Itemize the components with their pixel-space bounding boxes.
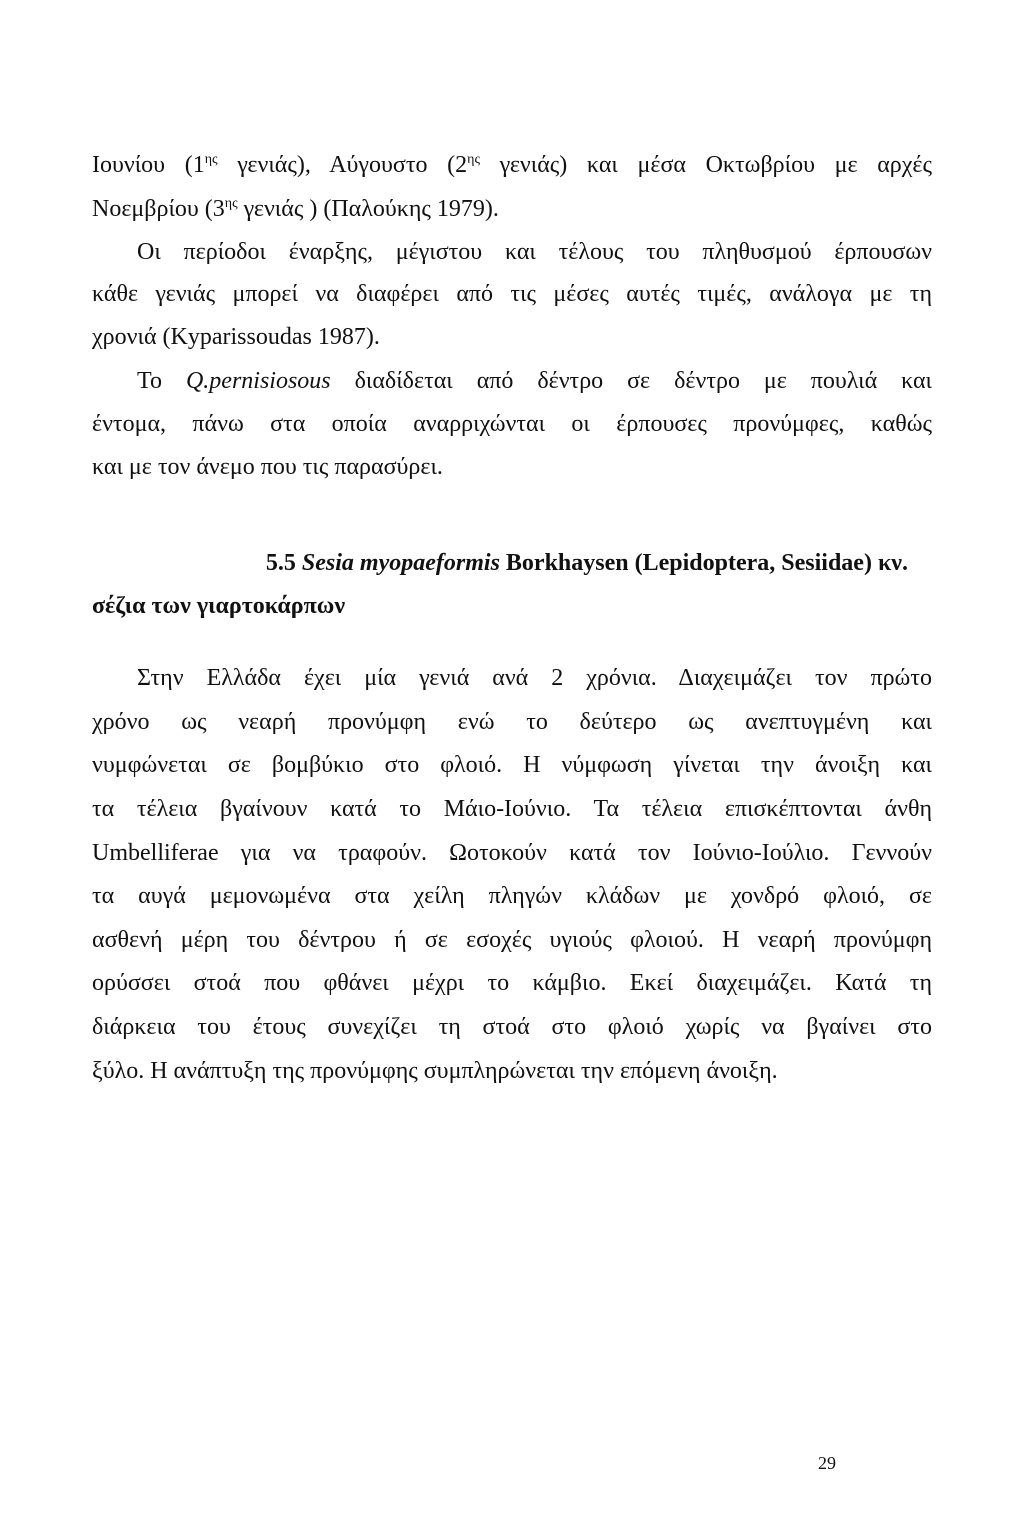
paragraph-line: τα αυγά μεμονωμένα στα χείλη πληγών κλάδων με χονδρό φλοιό, σε: [92, 883, 932, 909]
paragraph-line: ασθενή μέρη του δέντρου ή σε εσοχές υγιούς φλοιού. Η νεαρή προνύμφη: [92, 927, 932, 953]
paragraph-line: [137, 366, 932, 396]
text-run: γενιάς ) (Παλούκης 1979).: [237, 196, 499, 222]
species-name-italic: Q.pernisiosous: [185, 368, 331, 394]
paragraph-line: έντομα, πάνω στα οποία αναρριχώνται οι έρπουσες προνύμφες, καθώς: [92, 411, 932, 437]
species-name-italic: Sesia myopaeformis: [301, 550, 500, 576]
text-run: γενιάς) και μέσα Οκτωβρίου με αρχές: [480, 152, 933, 178]
ordinal-superscript: ης: [224, 196, 238, 211]
text-run: Ιουνίου (1: [92, 152, 205, 178]
paragraph-line: Στην Ελλάδα έχει μία γενιά ανά 2 χρόνια. Διαχειμάζει τον πρώτο: [137, 665, 932, 691]
text-run: γενιάς), Αύγουστο (2: [217, 152, 468, 178]
paragraph-line: ορύσσει στοά που φθάνει μέχρι το κάμβιο. Εκεί διαχειμάζει. Κατά τη: [92, 970, 932, 996]
paragraph-line: [92, 194, 932, 224]
text-run: Νοεμβρίου (3: [92, 196, 225, 222]
section-heading-common-name: σέζια των γιαρτοκάρπων: [92, 593, 346, 619]
section-number: 5.5: [265, 550, 296, 576]
ordinal-superscript: ης: [204, 152, 218, 167]
paragraph-line: νυμφώνεται σε βομβύκιο στο φλοιό. Η νύμφωση γίνεται την άνοιξη και: [92, 752, 932, 778]
paragraph-line: τα τέλεια βγαίνουν κατά το Μάιο-Ιούνιο. Τα τέλεια επισκέπτονται άνθη: [92, 796, 932, 822]
species-authority: Borkhaysen (Lepidoptera, Sesiidae) κν.: [505, 550, 908, 576]
paragraph-line: χρόνο ως νεαρή προνύμφη ενώ το δεύτερο ως ανεπτυγμένη και: [92, 709, 932, 735]
paragraph-line: Οι περίοδοι έναρξης, μέγιστου και τέλους του πληθυσμού έρπουσων: [137, 239, 932, 265]
paragraph-line: [92, 150, 932, 180]
paragraph-line: χρονιά (Kyparissoudas 1987).: [92, 324, 380, 350]
paragraph-line: διάρκεια του έτους συνεχίζει τη στοά στο φλοιό χωρίς να βγαίνει στο: [92, 1014, 932, 1040]
page-number: 29: [818, 1453, 836, 1473]
paragraph-line: κάθε γενιάς μπορεί να διαφέρει από τις μέσες αυτές τιμές, ανάλογα με τη: [92, 281, 932, 307]
text-run: Το: [137, 368, 186, 394]
paragraph-line: και με τον άνεμο που τις παρασύρει.: [92, 454, 443, 480]
paragraph-line: Umbelliferae για να τραφούν. Ωοτοκούν κατά τον Ιούνιο-Ιούλιο. Γεννούν: [92, 840, 932, 866]
ordinal-superscript: ης: [467, 152, 480, 167]
paragraph-line: ξύλο. Η ανάπτυξη της προνύμφης συμπληρώνεται την επόμενη άνοιξη.: [92, 1058, 778, 1084]
section-heading-line: [92, 548, 908, 578]
text-run: διαδίδεται από δέντρο σε δέντρο με πουλιά και: [330, 368, 932, 394]
